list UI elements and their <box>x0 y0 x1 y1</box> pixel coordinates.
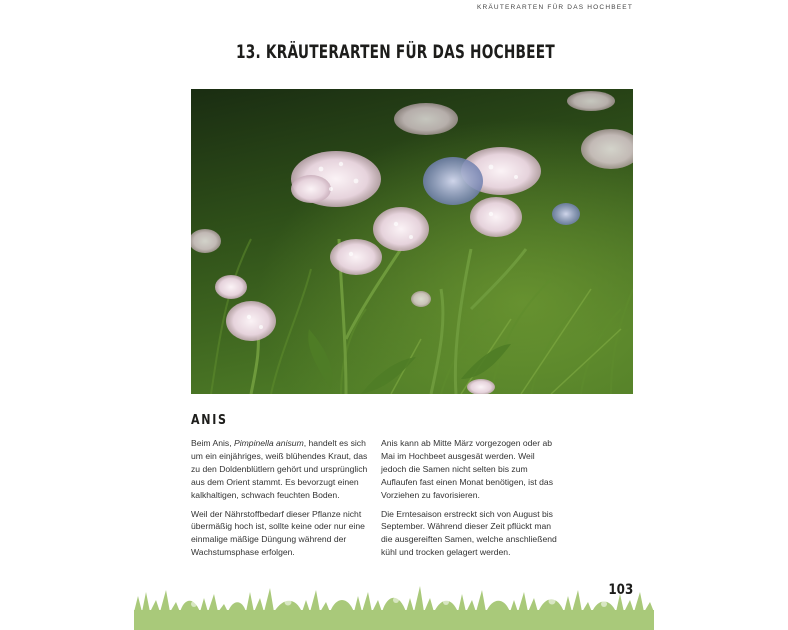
text-column-right <box>381 437 561 565</box>
latin-name: Pimpinella anisum <box>234 438 304 448</box>
anise-flower-photo <box>191 89 633 394</box>
running-head: KRÄUTERARTEN FÜR DAS HOCHBEET <box>476 4 633 11</box>
paragraph: Anis kann ab Mitte März vorgezogen oder ab Mai im Hochbeet ausgesät werden. Weil jedoch die Samen nicht selten bis zum Auflaufen fast einen Monat benötigen, ist das Vorziehen zu favorisieren. <box>381 438 553 500</box>
paragraph: Weil der Nährstoffbedarf dieser Pflanze nicht übermäßig hoch ist, sollte keine oder nur eine einmalige mäßige Düngung während der Wachstumsphase erfolgen. <box>191 508 365 558</box>
chapter-title: 13. KRÄUTERARTEN FÜR DAS HOCHBEET <box>236 42 555 63</box>
grass-border-decoration <box>134 586 654 630</box>
section-heading: ANIS <box>191 413 228 428</box>
text-column-left <box>191 437 371 565</box>
page-number: 103 <box>608 582 633 598</box>
paragraph: Beim Anis, Pimpinella anisum, handelt es sich um ein einjähriges, weiß blühendes Kraut, das zu den Doldenblütlern gehört und ursprünglich aus dem Orient stammt. Es bevorzugt einen kalkhaltigen, schwach feuchten Boden. <box>191 438 368 500</box>
paragraph: Die Erntesaison erstreckt sich von August bis September. Während dieser Zeit pflückt man die ausgereiften Samen, welche anschließend kühl und trocken gelagert werden. <box>381 508 557 558</box>
